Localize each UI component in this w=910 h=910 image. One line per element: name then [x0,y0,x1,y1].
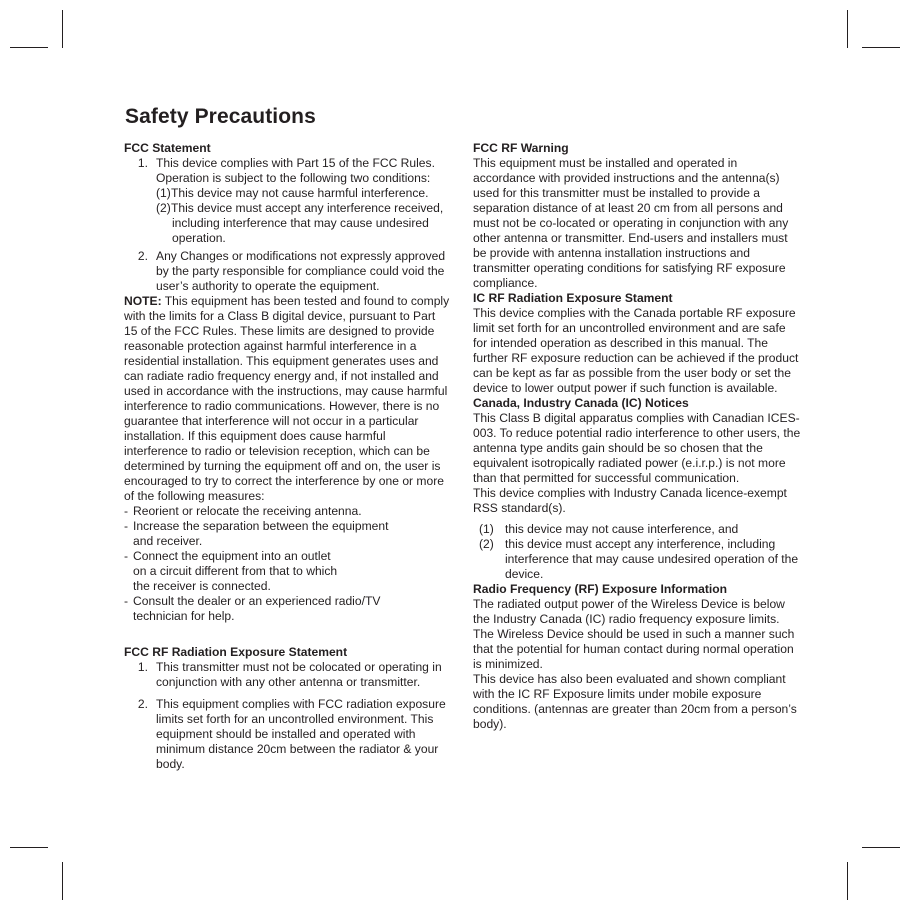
measure-item: - Increase the separation between the equipment and receiver. [124,519,389,548]
list-item: 2. Any Changes or modifications not expressly approved by the party responsible for compliance could void the user’s authority to operate the equipment. [137,249,446,293]
crop-mark [847,862,848,900]
ic-rf-text: This device complies with the Canada portable RF exposure limit set forth for an uncontrolled environment and are safe for intended operation as described in this manual. The further RF exposure reduction can be achieved if the product can be kept as far as possible from the user body or set the device to lower output power if such function is available. [473,306,799,395]
crop-mark [862,47,900,48]
measure-item: - Reorient or relocate the receiving antenna. [124,504,362,518]
note-paragraph: NOTE: This equipment has been tested and found to comply with the limits for a Class B digital device, pursuant to Part 15 of the FCC Rules. These limits are designed to provide reasonable protection against harmful interference in a residential installation. This equipment generates uses and can radiate radio frequency energy and, if not installed and used in accordance with the instructions, may cause harmful interference to radio communications. However, there is no guarantee that interference will not occur in a particular installation. If this equipment does cause harmful interference to radio or television reception, which can be determined by turning the equipment off and on, the user is encouraged to try to correct the interference by one or more of the following measures: [124,294,450,503]
crop-mark [10,847,48,848]
crop-mark [62,10,63,48]
rf-info-text2: This device has also been evaluated and shown compliant with the IC RF Exposure limits under mobile exposure conditions. (antennas are greater than 20cm from a person’s body). [473,672,797,731]
fcc-statement-heading: FCC Statement [124,141,211,155]
sub-list-item: (2) This device must accept any interference received, including interference that may cause undesired operation. [156,201,444,245]
right-column [473,141,803,732]
list-item: (2) this device must accept any interference, including interference that may cause undesired operation of the device. [479,537,799,581]
rf-exposure-heading: FCC RF Radiation Exposure Statement [124,645,348,659]
list-item: 1. This transmitter must not be colocated or operating in conjunction with any other antenna or transmitter. [137,660,442,689]
industry-canada-heading: Canada, Industry Canada (IC) Notices [473,396,689,410]
measure-item: - Consult the dealer or an experienced radio/TV technician for help. [124,594,381,623]
page-title: Safety Precautions [125,105,316,128]
ic-rf-heading: IC RF Radiation Exposure Stament [473,291,673,305]
industry-canada-text: This Class B digital apparatus complies with Canadian ICES-003. To reduce potential radio interference to other users, the antenna type andits gain should be so chosen that the equivalent isotropically radiated power (e.i.r.p.) is not more than that permitted for successful communication. [473,411,801,485]
note-label: NOTE: [124,294,162,308]
industry-canada-text2: This device complies with Industry Canada licence-exempt RSS standard(s). [473,486,787,515]
rf-info-text: The radiated output power of the Wireless Device is below the Industry Canada (IC) radio frequency exposure limits. The Wireless Device should be used in such a manner such that the potential for human contact during normal operation is minimized. [473,597,795,671]
crop-mark [10,47,48,48]
list-item: 1. This device complies with Part 15 of the FCC Rules. Operation is subject to the following two conditions: [137,156,435,185]
sub-list-item: (1) This device may not cause harmful interference. [156,186,429,200]
rf-info-heading: Radio Frequency (RF) Exposure Information [473,582,727,596]
crop-mark [847,10,848,48]
rf-warning-heading: FCC RF Warning [473,141,569,155]
left-column [124,141,452,772]
crop-mark [862,847,900,848]
rf-warning-text: This equipment must be installed and operated in accordance with provided instructions and the antenna(s) used for this transmitter must be installed to provide a separation distance of at least 20 cm from all persons and must not be co-located or operating in conjunction with any other antenna or transmitter. End-users and installers must be provide with antenna installation instructions and transmitter operating conditions for satisfying RF exposure compliance. [473,156,789,290]
measure-item: - Connect the equipment into an outlet on a circuit different from that to which the receiver is connected. [124,549,338,593]
crop-mark [62,862,63,900]
list-item: 2. This equipment complies with FCC radiation exposure limits set forth for an uncontrolled environment. This equipment should be installed and operated with minimum distance 20cm between the radiator & your body. [137,697,446,771]
list-item: (1) this device may not cause interference, and [479,522,739,536]
